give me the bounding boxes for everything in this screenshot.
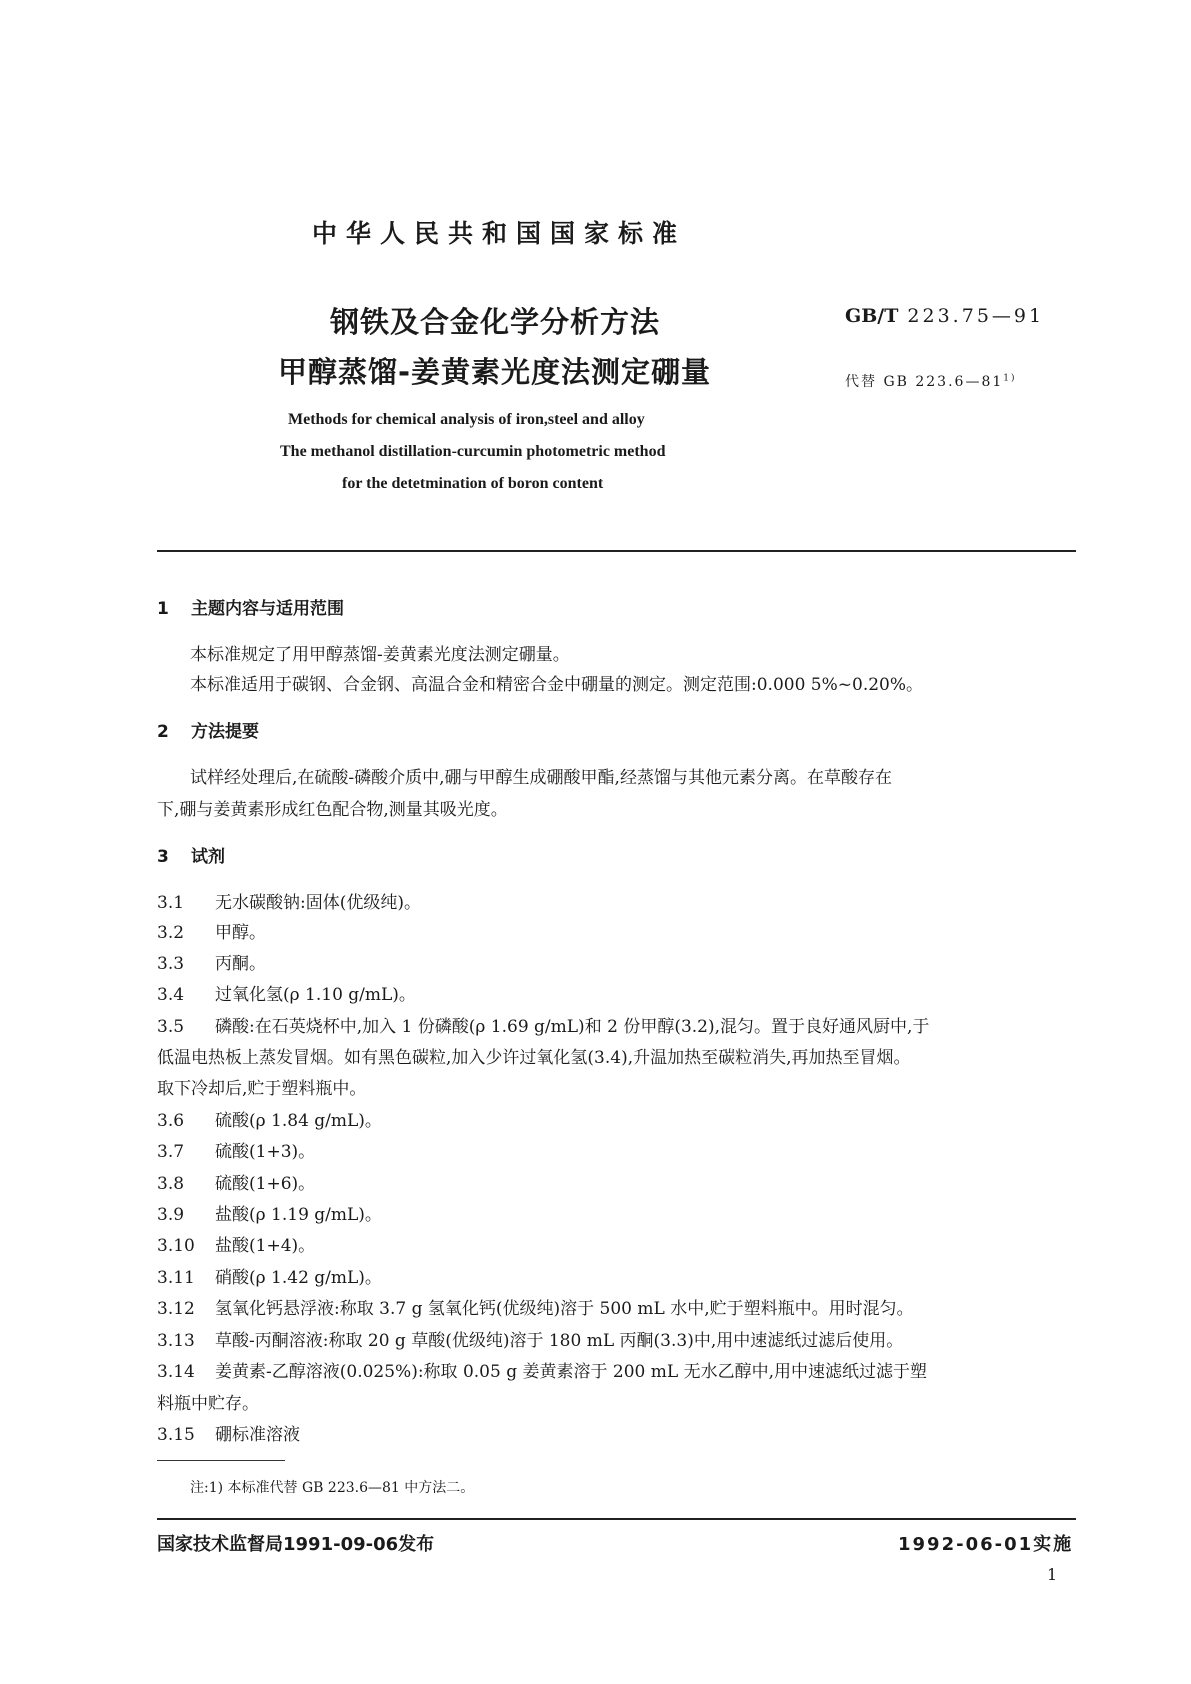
reagent-item — [157, 888, 421, 913]
reagent-number: 3.12 — [157, 1299, 195, 1319]
title-line-2: 甲醇蒸馏-姜黄素光度法测定硼量 — [278, 355, 712, 389]
english-title-2: The methanol distillation-curcumin photometric method — [280, 443, 666, 460]
reagent-text: 硫酸(ρ 1.84 g/mL)。 — [215, 1111, 382, 1131]
reagent-number: 3.6 — [157, 1111, 185, 1131]
replaces-text: 代替 GB 223.6—81 — [845, 374, 1004, 390]
reagent-text: 无水碳酸钠:固体(优级纯)。 — [215, 893, 421, 913]
reagent-text: 盐酸(ρ 1.19 g/mL)。 — [215, 1205, 382, 1225]
section-number: 3 — [157, 847, 169, 867]
standard-prefix: GB/T — [845, 305, 899, 327]
reagent-continuation: 料瓶中贮存。 — [157, 1394, 259, 1414]
reagent-number: 3.14 — [157, 1362, 195, 1382]
standard-code: 223.75—91 — [907, 305, 1045, 327]
effective-date: 1992-06-01实施 — [898, 1534, 1074, 1555]
top-divider — [157, 550, 1076, 552]
reagent-item — [157, 1106, 382, 1131]
section-1-paragraph-2: 本标准适用于碳钢、合金钢、高温合金和精密合金中硼量的测定。测定范围:0.000 5%~0.20%。 — [190, 675, 924, 695]
reagent-number: 3.9 — [157, 1205, 185, 1225]
reagent-text: 硫酸(1+3)。 — [215, 1142, 316, 1162]
reagent-number: 3.2 — [157, 923, 185, 943]
reagent-item — [157, 1326, 903, 1351]
reagent-text: 盐酸(1+4)。 — [215, 1236, 316, 1256]
reagent-item — [157, 1357, 927, 1382]
reagent-number: 3.5 — [157, 1017, 185, 1037]
section-title: 方法提要 — [191, 722, 259, 742]
english-title-3: for the detetmination of boron content — [342, 475, 604, 492]
page-number: 1 — [1047, 1565, 1058, 1584]
title-line-1: 钢铁及合金化学分析方法 — [330, 305, 661, 339]
reagent-item — [157, 1169, 315, 1194]
reagent-text: 草酸-丙酮溶液:称取 20 g 草酸(优级纯)溶于 180 mL 丙酮(3.3)中,用中速滤纸过滤后使用。 — [215, 1331, 904, 1351]
reagent-item — [157, 949, 266, 974]
reagent-text: 丙酮。 — [215, 954, 266, 974]
replaces-footnote-mark: 1) — [1003, 373, 1017, 384]
replaces-note — [845, 371, 1017, 391]
reagent-item — [157, 1012, 929, 1037]
reagent-text: 过氧化氢(ρ 1.10 g/mL)。 — [215, 985, 416, 1005]
reagent-number: 3.10 — [157, 1236, 195, 1256]
standard-org-header: 中华人民共和国国家标准 — [312, 219, 687, 248]
reagent-text: 硼标准溶液 — [215, 1425, 300, 1445]
section-2-paragraph-line-2: 下,硼与姜黄素形成红色配合物,测量其吸光度。 — [157, 800, 508, 820]
reagent-item — [157, 1137, 315, 1162]
footnote: 注:1) 本标准代替 GB 223.6—81 中方法二。 — [190, 1480, 475, 1496]
reagent-text: 甲醇。 — [215, 923, 266, 943]
reagent-number: 3.1 — [157, 893, 185, 913]
section-3-heading — [157, 842, 225, 867]
section-title: 主题内容与适用范围 — [191, 599, 344, 619]
reagent-item — [157, 1420, 300, 1445]
reagent-item — [157, 1200, 382, 1225]
reagent-text: 硝酸(ρ 1.42 g/mL)。 — [215, 1268, 382, 1288]
section-number: 2 — [157, 722, 169, 742]
reagent-number: 3.15 — [157, 1425, 195, 1445]
english-title-1: Methods for chemical analysis of iron,steel and alloy — [288, 411, 645, 428]
section-1-paragraph-1: 本标准规定了用甲醇蒸馏-姜黄素光度法测定硼量。 — [190, 645, 570, 665]
bottom-divider — [157, 1518, 1076, 1520]
reagent-continuation: 低温电热板上蒸发冒烟。如有黑色碳粒,加入少许过氧化氢(3.4),升温加热至碳粒消失,再加热至冒烟。 — [157, 1048, 911, 1068]
reagent-text: 氢氧化钙悬浮液:称取 3.7 g 氢氧化钙(优级纯)溶于 500 mL 水中,贮于塑料瓶中。用时混匀。 — [215, 1299, 914, 1319]
reagent-number: 3.11 — [157, 1268, 195, 1288]
reagent-number: 3.3 — [157, 954, 185, 974]
section-number: 1 — [157, 599, 169, 619]
reagent-continuation: 取下冷却后,贮于塑料瓶中。 — [157, 1079, 367, 1099]
reagent-item — [157, 1294, 914, 1319]
reagent-item — [157, 1231, 315, 1256]
reagent-number: 3.7 — [157, 1142, 185, 1162]
reagent-item — [157, 1263, 382, 1288]
issue-date: 国家技术监督局1991-09-06发布 — [157, 1534, 435, 1555]
section-2-heading — [157, 717, 259, 742]
reagent-text: 硫酸(1+6)。 — [215, 1174, 316, 1194]
reagent-number: 3.8 — [157, 1174, 185, 1194]
section-1-heading — [157, 594, 344, 619]
standard-number — [845, 305, 1044, 327]
reagent-item — [157, 980, 416, 1005]
reagent-text: 姜黄素-乙醇溶液(0.025%):称取 0.05 g 姜黄素溶于 200 mL 无水乙醇中,用中速滤纸过滤于塑 — [215, 1362, 927, 1382]
reagent-text: 磷酸:在石英烧杯中,加入 1 份磷酸(ρ 1.69 g/mL)和 2 份甲醇(3.2),混匀。置于良好通风厨中,于 — [215, 1017, 930, 1037]
reagent-number: 3.13 — [157, 1331, 195, 1351]
section-2-paragraph-line-1: 试样经处理后,在硫酸-磷酸介质中,硼与甲醇生成硼酸甲酯,经蒸馏与其他元素分离。在草酸存在 — [190, 768, 892, 788]
reagent-number: 3.4 — [157, 985, 185, 1005]
reagent-item — [157, 918, 266, 943]
footnote-divider — [157, 1460, 285, 1461]
section-title: 试剂 — [191, 847, 225, 867]
